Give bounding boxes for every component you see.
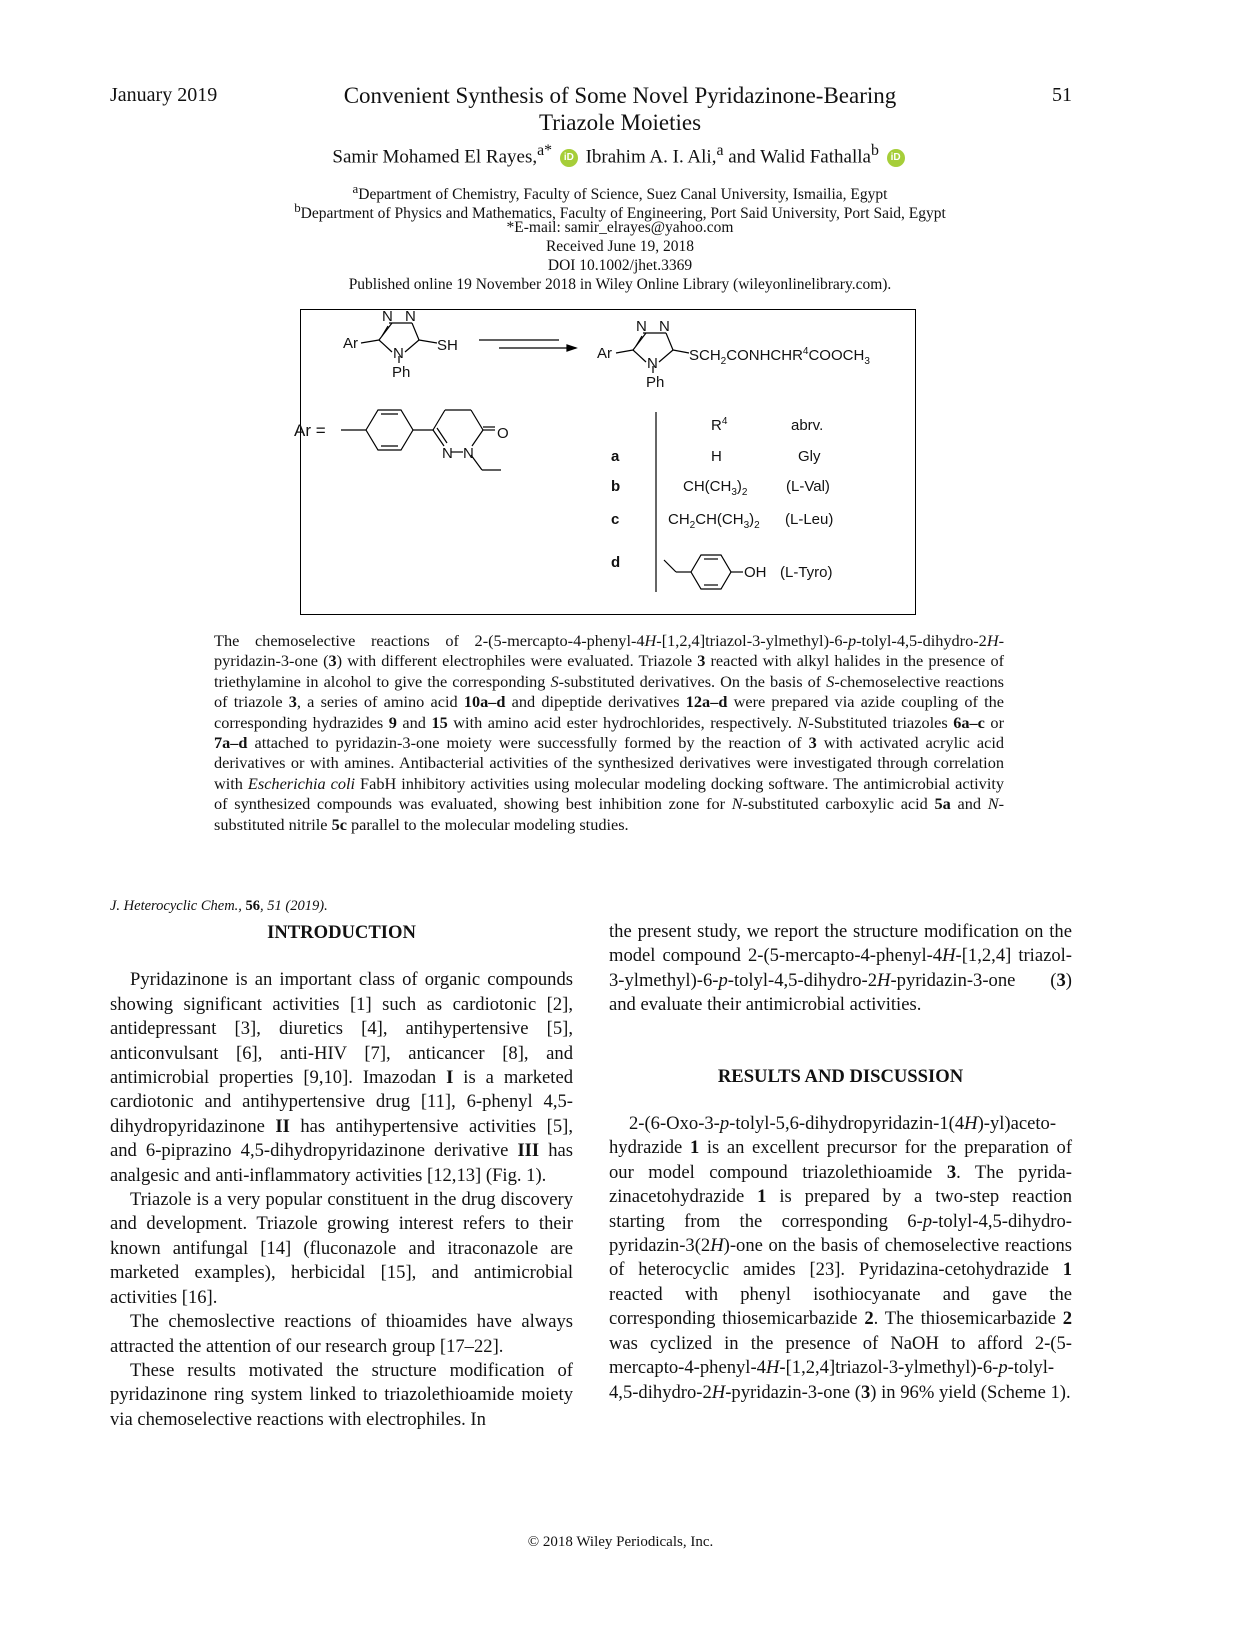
- row-letter: a: [611, 448, 620, 465]
- ph-label: Ph: [392, 364, 411, 381]
- row-abrv: (L-Leu): [785, 511, 834, 528]
- left-column: [110, 921, 573, 1432]
- running-date: January 2019: [110, 84, 218, 106]
- author-2: Ibrahim A. I. Ali,: [585, 146, 717, 168]
- section-heading-results: RESULTS AND DISCUSSION: [717, 1065, 964, 1087]
- author-3-affil: b: [870, 142, 879, 159]
- atom-n: N: [442, 445, 453, 462]
- ar-label: Ar: [597, 345, 612, 362]
- title-line-2: Triazole Moieties: [538, 110, 702, 135]
- section-heading-introduction: INTRODUCTION: [267, 922, 416, 943]
- row-r4: $CH_2CH(CH_3)_2$: [668, 511, 760, 531]
- graphical-abstract-scheme: [294, 308, 916, 615]
- atom-o: O: [497, 425, 509, 442]
- title-line-1: Convenient Synthesis of Some Novel Pyridazinone-Bearing: [343, 83, 897, 108]
- doi[interactable]: DOI 10.1002/jhet.3369: [547, 257, 693, 274]
- atom-n: N: [636, 318, 647, 335]
- ar-label: Ar: [343, 335, 358, 352]
- row-abrv: (L-Val): [786, 478, 830, 495]
- product-substituent: $SCH_2CONHCHR^4COOCH_3$: [689, 346, 870, 367]
- journal-citation: J. Heterocyclic Chem., 56, 51 (2019).: [110, 898, 328, 914]
- author-3: and Walid Fathalla: [728, 146, 871, 168]
- row-abrv: (L-Tyro): [780, 564, 833, 581]
- orcid-icon[interactable]: iD: [887, 149, 905, 167]
- received-date: Received June 19, 2018: [545, 238, 695, 255]
- paragraph: These results motivated the structure modification of pyridazinone ring system linked to triazolethioamide moiety via chemoselective reactions with electrophiles. In: [110, 1359, 573, 1430]
- atom-n: N: [647, 355, 658, 372]
- orcid-icon[interactable]: iD: [560, 149, 578, 167]
- paragraph: the present study, we report the structure modification on the model compound 2-(5-mercapto-4-phenyl-4H-[1,2,4] triazol-3-ylmethyl)-6-p-tolyl-4,5-dihydro-2H-pyridazin-3-one (3) and evaluate their antimicrobial activities.: [609, 921, 1072, 1016]
- row-r4: H: [711, 448, 722, 465]
- reaction-scheme: [294, 308, 917, 616]
- paragraph: Pyridazinone is an important class of organic compounds showing significant activities [1] such as cardiotonic [2], antidepressant [3], diuretics [4], antihypertensive [5], anticonvulsant [6], anti-HIV [7], anticancer [8], and antimicrobial properties [9,10]. Imazodan I is a marketed cardiotonic and antihypertensive drug [11], 6-phenyl 4,5-dihydropyridazinone II has antihypertensive activities [5], and 6-piprazino 4,5-dihydropyridazinone derivative III has analgesic and anti-inflammatory activities [12,13] (Fig. 1).: [110, 969, 573, 1186]
- atom-n: N: [659, 318, 670, 335]
- author-1: Samir Mohamed El Rayes,: [332, 146, 538, 168]
- row-abrv: Gly: [798, 448, 821, 465]
- ar-definition-label: Ar =: [294, 421, 326, 440]
- affiliation-a: $^a$Department of Chemistry, Faculty of Science, Suez Canal University, Ismailia, Egypt: [352, 181, 888, 204]
- copyright-footer: © 2018 Wiley Periodicals, Inc.: [527, 1534, 714, 1550]
- atom-n: N: [463, 445, 474, 462]
- author-list: [150, 142, 1090, 168]
- col-abrv-header: abrv.: [791, 417, 824, 434]
- published-online: Published online 19 November 2018 in Wiley Online Library (wileyonlinelibrary.com).: [348, 276, 892, 293]
- atom-n: N: [393, 345, 404, 362]
- abstract: The chemoselective reactions of 2-(5-mercapto-4-phenyl-4H-[1,2,4]triazol-3-ylmethyl)-6-p-tolyl-4,5-dihydro-2H-pyridazin-3-one (3) with different electrophiles were evaluated. Triazole 3 reacted with alkyl halides in the presence of triethylamine in alcohol to give the corresponding S-substituted derivatives. On the basis of S-chemoselective reactions of triazole 3, a series of amino acid 10a–d and dipeptide derivatives 12a–d were prepared via azide coupling of the corresponding hydrazides 9 and 15 with amino acid ester hydrochlorides, respectively. N-Substituted triazoles 6a–c or 7a–d attached to pyridazin-3-one moiety were successfully formed by the reaction of 3 with activated acrylic acid derivatives or with amines. Antibacterial activities of the synthesized derivatives were investigated through correlation with Escherichia coli FabH inhibitory activities using molecular modeling docking software. The antimicrobial activity of synthesized compounds was evaluated, showing best inhibition zone for N-substituted carboxylic acid 5a and N-substituted nitrile 5c parallel to the molecular modeling studies.: [214, 631, 1005, 834]
- article-title: [300, 82, 940, 136]
- row-r4: $CH(CH_3)_2$: [683, 478, 748, 498]
- paragraph: 2-(6-Oxo-3-p-tolyl-5,6-dihydropyridazin-1(4H)-yl)aceto-hydrazide 1 is an excellent precursor for the preparation of our model compound triazolethioamide 3. The pyrida-zinacetohydrazide 1 is prepared by a two-step reaction starting from the corresponding 6-p-tolyl-4,5-dihydro-pyridazin-3(2H)-one on the basis of chemoselective reactions of heterocyclic amides [23]. Pyridazina-cetohydrazide 1 reacted with phenyl isothiocyanate and gave the corresponding thiosemicarbazide 2. The thiosemicarbazide 2 was cyclized in the presence of NaOH to afford 2-(5-mercapto-4-phenyl-4H-[1,2,4]triazol-3-ylmethyl)-6-p-tolyl-4,5-dihydro-2H-pyridazin-3-one (3) in 96% yield (Scheme 1).: [609, 1113, 1073, 1403]
- row-letter: c: [611, 511, 620, 528]
- author-email[interactable]: *E-mail: samir_elrayes@yahoo.com: [506, 219, 734, 236]
- paragraph: Triazole is a very popular constituent in the drug discovery and development. Triazole growing interest refers to their known antifungal [14] (fluconazole and itraconazole are marketed examples), herbicidal [15], and antimicrobial activities [16].: [110, 1189, 573, 1308]
- atom-n: N: [405, 308, 416, 325]
- paragraph: The chemoslective reactions of thioamides have always attracted the attention of our research group [17–22].: [110, 1311, 573, 1357]
- row-letter: d: [611, 554, 621, 571]
- ph-label: Ph: [646, 374, 665, 391]
- author-1-affil: a*: [537, 142, 553, 159]
- col-r4-header: $R^4$: [711, 416, 728, 434]
- author-2-affil: a: [716, 142, 724, 159]
- atom-n: N: [382, 308, 393, 325]
- page-number: 51: [1052, 84, 1072, 106]
- atom-oh: OH: [744, 564, 767, 581]
- sh-label: SH: [437, 337, 458, 354]
- row-letter: b: [611, 478, 621, 495]
- right-column: [609, 920, 1072, 1405]
- affiliation-b: $^b$Department of Physics and Mathematics, Faculty of Engineering, Port Said University, Port Said, Egypt: [294, 200, 946, 223]
